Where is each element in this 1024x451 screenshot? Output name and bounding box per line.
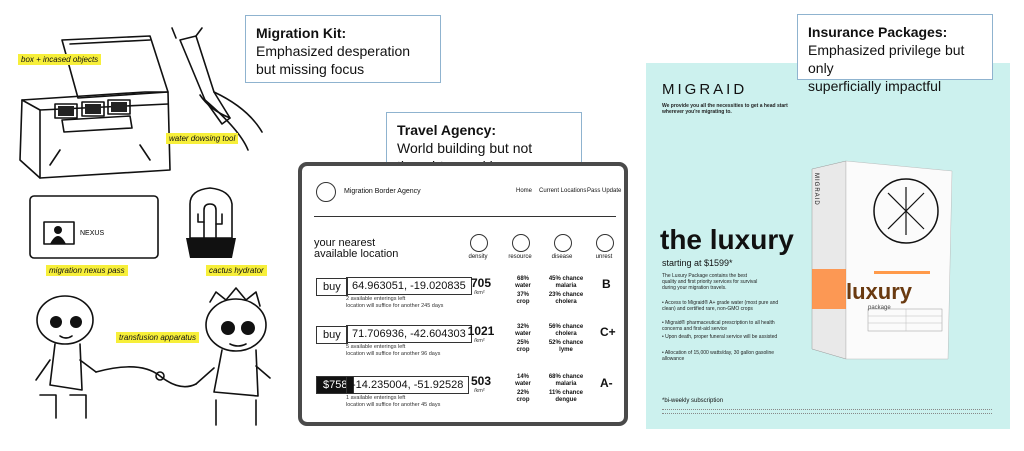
resource-crop — [506, 390, 540, 404]
col-resource: resource — [508, 254, 532, 260]
disease-2 — [544, 390, 588, 404]
coordinate-field: 71.706936, -42.604303 — [346, 325, 472, 343]
agency-title: Migration Border Agency — [344, 188, 421, 195]
dis-name: cholera — [555, 299, 577, 305]
dis-name: malaria — [555, 283, 577, 289]
res-pct: 14% — [516, 374, 529, 380]
tagline-2: wherever you're migrating to. — [662, 109, 732, 115]
tagline-1: We provide you all the necessities to get a head start — [662, 103, 788, 109]
insurance-ad — [646, 63, 1010, 429]
unrest-grade: A- — [600, 376, 613, 390]
box-sub: package — [868, 305, 891, 311]
res-type: water — [515, 283, 531, 289]
dis-name: malaria — [555, 381, 577, 387]
disease-1 — [544, 374, 588, 388]
callout-line: but missing focus — [256, 61, 365, 77]
row-note: location will suffice for another 96 days — [346, 351, 441, 357]
dis-name: cholera — [555, 331, 577, 337]
migraid-logo: MIGRAID — [662, 81, 748, 98]
buy-button[interactable]: buy — [316, 278, 348, 296]
price: starting at $1599* — [662, 258, 733, 268]
col-disease: disease — [551, 254, 573, 260]
res-type: crop — [516, 347, 530, 353]
density-unit: /km² — [474, 290, 485, 296]
desc-line: during your migration travels. — [662, 285, 727, 291]
res-pct: 22% — [516, 390, 529, 396]
callout-line: Emphasized privilege but only — [808, 42, 965, 76]
row-note: 1 available enterings left — [346, 395, 406, 401]
density-unit: /km² — [474, 388, 485, 394]
density-value: 705 — [470, 276, 492, 290]
callout-line: Emphasized desperation — [256, 43, 411, 59]
res-type: crop — [516, 299, 530, 305]
col-unrest: unrest — [595, 254, 613, 260]
density-value: 1021 — [467, 324, 495, 338]
cactus-hydrator-sketch — [186, 188, 236, 258]
label-nexus-pass: migration nexus pass — [46, 265, 128, 276]
box-side-brand: MIGRAID — [813, 173, 819, 206]
box-brand: luxury — [846, 279, 913, 304]
res-pct: 32% — [516, 324, 529, 330]
insurance-callout — [797, 14, 993, 94]
density-unit: /km² — [474, 338, 485, 344]
desc-line: quality and first priority services for survival — [662, 279, 758, 285]
nearest-heading-2: available location — [314, 248, 399, 260]
density-value: 503 — [470, 374, 492, 388]
label-dowsing-tool: water dowsing tool — [166, 133, 238, 144]
dis-chance: 11% chance — [548, 390, 584, 396]
col-density: density — [468, 254, 488, 260]
row-note: location will suffice for another 245 days — [346, 303, 444, 309]
label-cactus-hydrator: cactus hydrator — [206, 265, 267, 276]
unrest-grade: C+ — [600, 325, 616, 339]
dis-chance: 68% chance — [548, 374, 584, 380]
dis-chance: 56% chance — [548, 324, 584, 330]
bullet-item: • Migraid® pharmaceutical prescription to all health concerns and first-aid service — [662, 320, 775, 332]
nexus-card-text: NEXUS — [80, 230, 105, 237]
disease-2 — [544, 340, 588, 354]
headline: the luxury — [660, 224, 794, 255]
bullet-item: • Upon death, proper funeral service will be assisted — [662, 334, 778, 340]
luxury-package-box — [806, 159, 956, 369]
unrest-icon — [596, 234, 614, 252]
travel-agency-mockup — [298, 162, 628, 426]
migration-kit-callout — [245, 15, 441, 83]
label-box-objects: box + incased objects — [18, 54, 101, 65]
transfusion-sketch — [36, 288, 270, 425]
resource-crop — [506, 340, 540, 354]
nexus-card-sketch — [30, 196, 158, 258]
callout-line: World building but not — [397, 140, 533, 156]
res-pct: 68% — [516, 276, 529, 282]
bullet-item: • Allocation of 15,000 watts/day, 30 gallon gasoline allowance — [662, 350, 775, 362]
res-type: crop — [516, 397, 530, 403]
disease-icon — [554, 234, 572, 252]
callout-title: Migration Kit: — [256, 25, 347, 41]
dis-chance: 23% chance — [548, 292, 584, 298]
callout-title: Insurance Packages: — [808, 24, 948, 40]
dis-name: dengue — [555, 397, 577, 403]
callout-title: Travel Agency: — [397, 122, 497, 138]
unrest-grade: B — [602, 277, 611, 291]
resource-icon — [512, 234, 530, 252]
disease-2 — [544, 292, 588, 306]
res-type: water — [515, 381, 531, 387]
res-pct: 37% — [516, 292, 529, 298]
nearest-heading-1: your nearest — [314, 237, 376, 249]
disease-1 — [544, 276, 588, 290]
buy-button[interactable]: buy — [316, 326, 348, 344]
resource-crop — [506, 292, 540, 306]
bullet-item: • Access to Migraid® A+ grade water (most pure and clean) and certified rare, non-GMO crops — [662, 300, 779, 312]
footnote: *bi-weekly subscription — [662, 398, 724, 404]
label-transfusion: transfusion apparatus — [116, 332, 199, 343]
coordinate-field: 64.963051, -19.020835 — [346, 277, 472, 295]
disease-1 — [544, 324, 588, 338]
dis-chance: 45% chance — [548, 276, 584, 282]
callout-line: superficially impactful — [808, 78, 942, 94]
nav-home[interactable]: Home — [516, 188, 533, 194]
fine-print-line — [662, 409, 992, 411]
resource-water — [506, 276, 540, 290]
agency-logo-icon — [316, 182, 336, 202]
price-buy-button[interactable]: $758 — [316, 376, 354, 394]
nav-current-locations[interactable]: Current Locations — [539, 188, 587, 194]
row-note: 5 available enterings left — [346, 344, 406, 350]
resource-water — [506, 374, 540, 388]
dis-name: lyme — [559, 347, 573, 353]
desc-line: The Luxury Package contains the best — [662, 273, 748, 279]
dis-chance: 52% chance — [548, 340, 584, 346]
nav-pass-update[interactable]: Pass Update — [587, 188, 622, 194]
header-divider — [314, 216, 616, 217]
coordinate-field: -14.235004, -51.92528 — [346, 376, 469, 394]
row-note: 2 available enterings left — [346, 296, 406, 302]
fine-print-line — [662, 413, 992, 415]
row-note: location will suffice for another 45 days — [346, 402, 441, 408]
density-icon — [470, 234, 488, 252]
res-pct: 25% — [516, 340, 529, 346]
res-type: water — [515, 331, 531, 337]
resource-water — [506, 324, 540, 338]
